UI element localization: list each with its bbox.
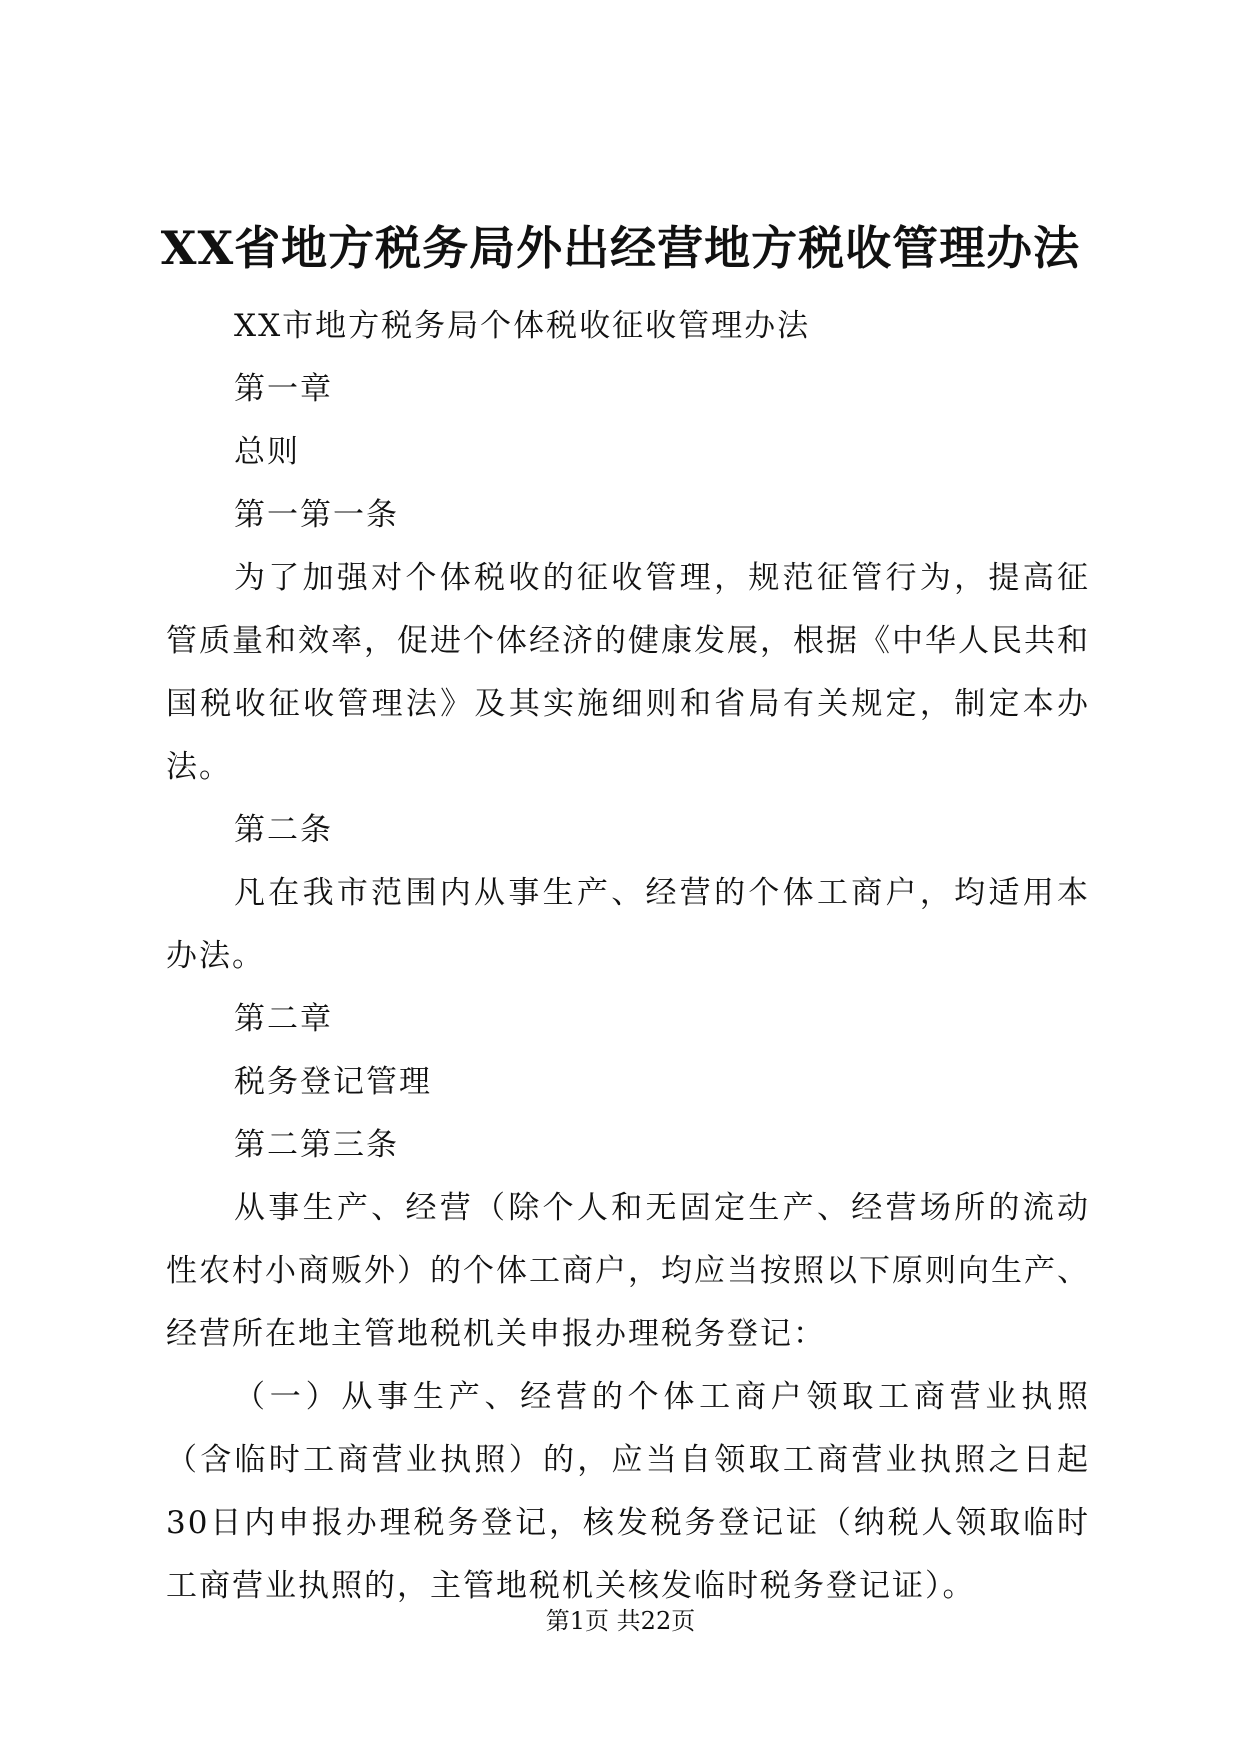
document-title: XX省地方税务局外出经营地方税收管理办法 [160, 221, 1081, 275]
paragraph-article-3: 第二第三条 [234, 1127, 399, 1163]
paragraph-article-3-item-1: （一）从事生产、经营的个体工商户领取工商营业执照（含临时工商营业执照）的，应当自领取工商营业执照之日起30日内申报办理税务登记，核发税务登记证（纳税人领取临时工商营业执照的，主管地税机关核发临时税务登记证）。 [166, 1379, 1090, 1604]
paragraph-chapter-2-title: 税务登记管理 [234, 1064, 432, 1100]
paragraph-article-1: 第一第一条 [234, 497, 399, 533]
paragraph-article-3-text: 从事生产、经营（除个人和无固定生产、经营场所的流动性农村小商贩外）的个体工商户，均应当按照以下原则向生产、经营所在地主管地税机关申报办理税务登记： [166, 1190, 1090, 1352]
paragraph-article-2: 第二条 [234, 812, 333, 848]
paragraph-subtitle: XX市地方税务局个体税收征收管理办法 [234, 308, 811, 344]
page-footer: 第1页 共22页 [545, 1607, 696, 1635]
paragraph-chapter-1: 第一章 [234, 371, 333, 407]
paragraph-chapter-2: 第二章 [234, 1001, 333, 1037]
paragraph-chapter-1-title: 总则 [234, 434, 300, 470]
paragraph-article-1-text: 为了加强对个体税收的征收管理，规范征管行为，提高征管质量和效率，促进个体经济的健康发展，根据《中华人民共和国税收征收管理法》及其实施细则和省局有关规定，制定本办法。 [166, 560, 1090, 785]
paragraph-article-2-text: 凡在我市范围内从事生产、经营的个体工商户，均适用本办法。 [166, 875, 1090, 974]
document-body [166, 295, 1090, 1618]
